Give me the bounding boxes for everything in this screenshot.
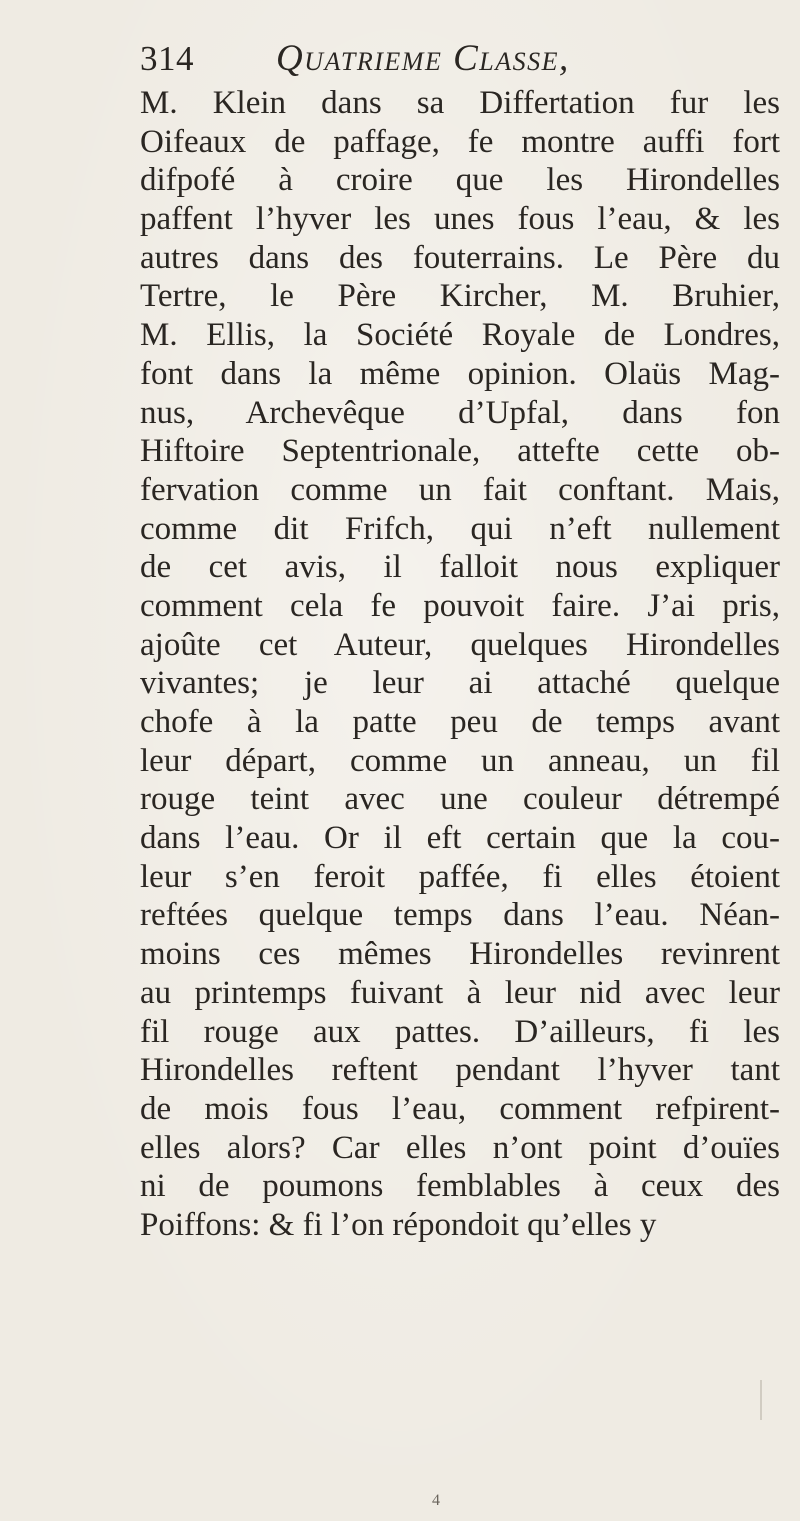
text-line: moins ces mêmes Hirondelles revinrent — [140, 936, 780, 973]
text-line: Oifeaux de paffage, fe montre auffi fort — [140, 123, 780, 160]
text-line: de mois fous l’eau, comment refpirent- — [140, 1090, 780, 1127]
text-line: comme dit Frifch, qui n’eft nullement — [140, 510, 780, 547]
text-line: vivantes; je leur ai attaché quelque — [140, 665, 780, 702]
text-line: leur s’en feroit paffée, fi elles étoient — [140, 858, 780, 895]
text-line: font dans la même opinion. Olaüs Mag- — [140, 355, 780, 392]
page-number: 314 — [140, 39, 194, 78]
text-line: fil rouge aux pattes. D’ailleurs, fi les — [140, 1013, 780, 1050]
text-line: nus, Archevêque d’Upfal, dans fon — [140, 394, 780, 431]
text-line: difpofé à croire que les Hirondelles — [140, 162, 780, 199]
text-line: ni de poumons femblables à ceux des — [140, 1168, 780, 1205]
page-header — [0, 34, 800, 84]
text-line: Poiffons: & fi l’on répondoit qu’elles y — [140, 1206, 657, 1243]
text-line: chofe à la patte peu de temps avant — [140, 704, 780, 740]
text-line: Hiftoire Septentrionale, attefte cette ob- — [140, 433, 780, 470]
text-line: autres dans des fouterrains. Le Père du — [140, 239, 780, 276]
paper-stain — [760, 1380, 762, 1420]
text-line: ajoûte cet Auteur, quelques Hirondelles — [140, 626, 780, 663]
text-line: au printemps fuivant à leur nid avec leur — [140, 974, 780, 1011]
text-line: rouge teint avec une couleur détrempé — [140, 781, 780, 818]
text-line: Tertre, le Père Kircher, M. Bruhier, — [140, 278, 780, 315]
text-line: comment cela fe pouvoit faire. J’ai pris, — [140, 587, 780, 624]
running-head: Quatrieme Classe, — [276, 38, 570, 79]
text-line: M. Ellis, la Société Royale de Londres, — [140, 317, 780, 354]
text-line: paffent l’hyver les unes fous l’eau, & les — [140, 201, 780, 238]
signature-mark: 4 — [432, 1492, 440, 1509]
text-line: dans l’eau. Or il eft certain que la cou- — [140, 820, 780, 857]
text-line: M. Klein dans sa Differtation fur les — [140, 85, 780, 121]
text-line: reftées quelque temps dans l’eau. Néan- — [140, 897, 780, 934]
text-line: Hirondelles reftent pendant l’hyver tant — [140, 1052, 780, 1089]
text-line: de cet avis, il falloit nous expliquer — [140, 549, 780, 586]
text-line: leur départ, comme un anneau, un fil — [140, 742, 780, 779]
text-line: fervation comme un fait conftant. Mais, — [140, 471, 780, 508]
text-line: elles alors? Car elles n’ont point d’ouïes — [140, 1129, 780, 1166]
body-text — [140, 84, 780, 1245]
